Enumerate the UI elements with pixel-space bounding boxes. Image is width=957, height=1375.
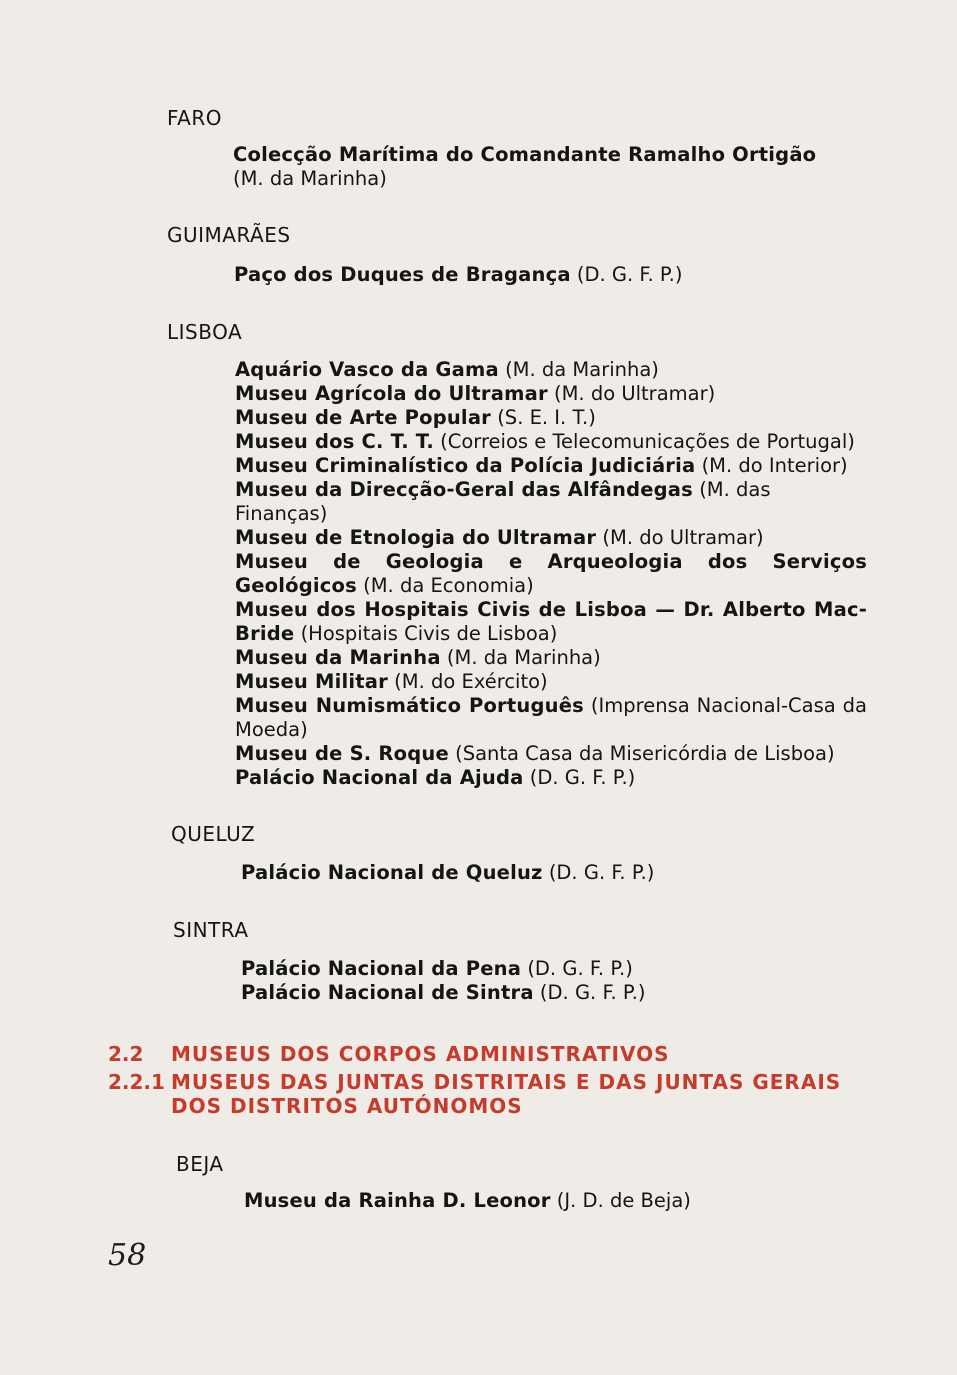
city-heading-guimaraes: GUIMARÃES xyxy=(167,223,291,247)
museum-entry xyxy=(235,358,867,382)
museum-name: Museu de Geologia e Arqueologia dos Serviços Geológicos xyxy=(235,550,867,597)
museum-authority: (M. da Marinha) xyxy=(233,167,387,190)
museum-entry xyxy=(235,670,867,694)
city-heading-sintra: SINTRA xyxy=(173,918,249,942)
guimaraes-entries xyxy=(234,263,866,287)
section-title: MUSEUS DOS CORPOS ADMINISTRATIVOS xyxy=(171,1042,670,1066)
museum-entry xyxy=(235,406,867,430)
museum-entry xyxy=(235,598,867,646)
museum-authority: (Hospitais Civis de Lisboa) xyxy=(300,622,558,645)
museum-entry xyxy=(244,1189,876,1213)
museum-name: Museu da Direcção-Geral das Alfândegas xyxy=(235,478,693,501)
museum-entry xyxy=(235,478,867,526)
beja-entries xyxy=(244,1189,876,1213)
museum-authority: (Santa Casa da Misericórdia de Lisboa) xyxy=(455,742,835,765)
museum-name: Aquário Vasco da Gama xyxy=(235,358,499,381)
museum-authority: (M. das Finanças) xyxy=(235,478,771,525)
museum-entry xyxy=(235,382,867,406)
museum-name: Palácio Nacional de Queluz xyxy=(241,861,543,884)
museum-entry xyxy=(234,263,866,287)
sintra-entries xyxy=(241,957,873,1005)
museum-authority: (D. G. F. P.) xyxy=(529,766,636,789)
museum-authority: (Imprensa Nacional-Casa da Moeda) xyxy=(235,694,867,741)
lisboa-entries xyxy=(235,358,867,790)
section-heading-2-2-1 xyxy=(108,1070,888,1120)
museum-authority: (Correios e Telecomunicações de Portugal) xyxy=(440,430,855,453)
section-number: 2.2 xyxy=(108,1042,144,1066)
museum-name: Museu da Marinha xyxy=(235,646,441,669)
museum-entry xyxy=(241,861,873,885)
museum-entry xyxy=(241,981,873,1005)
museum-entry xyxy=(233,143,865,191)
museum-entry xyxy=(235,742,867,766)
museum-authority: (D. G. F. P.) xyxy=(576,263,683,286)
museum-name: Palácio Nacional da Ajuda xyxy=(235,766,524,789)
museum-authority: (J. D. de Beja) xyxy=(556,1189,691,1212)
museum-entry xyxy=(235,766,867,790)
museum-authority: (M. do Ultramar) xyxy=(554,382,716,405)
museum-authority: (S. E. I. T.) xyxy=(497,406,596,429)
museum-entry xyxy=(235,526,867,550)
museum-name: Palácio Nacional da Pena xyxy=(241,957,522,980)
section-title: MUSEUS DAS JUNTAS DISTRITAIS E DAS JUNTAS GERAIS DOS DISTRITOS AUTÓNOMOS xyxy=(171,1070,842,1118)
museum-name: Museu dos Hospitais Civis de Lisboa — Dr. Alberto Mac-Bride xyxy=(235,598,867,645)
museum-entry xyxy=(241,957,873,981)
museum-name: Museu Militar xyxy=(235,670,388,693)
museum-name: Museu dos C. T. T. xyxy=(235,430,434,453)
museum-entry xyxy=(235,430,867,454)
museum-name: Museu Agrícola do Ultramar xyxy=(235,382,548,405)
queluz-entries xyxy=(241,861,873,885)
museum-name: Museu de Etnologia do Ultramar xyxy=(235,526,597,549)
museum-entry xyxy=(235,550,867,598)
museum-entry xyxy=(235,454,867,478)
museum-authority: (M. do Ultramar) xyxy=(602,526,764,549)
page-number: 58 xyxy=(108,1238,147,1273)
museum-authority: (M. do Interior) xyxy=(701,454,848,477)
museum-authority: (D. G. F. P.) xyxy=(548,861,655,884)
city-heading-beja: BEJA xyxy=(176,1152,224,1176)
city-heading-faro: FARO xyxy=(167,106,222,130)
museum-name: Museu Numismático Português xyxy=(235,694,584,717)
section-heading-2-2 xyxy=(108,1042,888,1066)
museum-name: Paço dos Duques de Bragança xyxy=(234,263,571,286)
museum-authority: (M. da Marinha) xyxy=(505,358,659,381)
faro-entries xyxy=(233,143,865,191)
museum-name: Museu da Rainha D. Leonor xyxy=(244,1189,551,1212)
museum-authority: (M. do Exército) xyxy=(394,670,548,693)
museum-authority: (M. da Marinha) xyxy=(446,646,601,669)
museum-entry xyxy=(235,646,867,670)
section-number: 2.2.1 xyxy=(108,1070,165,1094)
museum-name: Palácio Nacional de Sintra xyxy=(241,981,534,1004)
museum-authority: (D. G. F. P.) xyxy=(527,957,633,980)
museum-name: Museu de Arte Popular xyxy=(235,406,491,429)
museum-authority: (M. da Economia) xyxy=(363,574,534,597)
museum-authority: (D. G. F. P.) xyxy=(539,981,646,1004)
city-heading-lisboa: LISBOA xyxy=(167,320,243,344)
city-heading-queluz: QUELUZ xyxy=(171,822,256,846)
museum-name: Colecção Marítima do Comandante Ramalho Ortigão xyxy=(233,143,817,166)
museum-name: Museu de S. Roque xyxy=(235,742,449,765)
museum-name: Museu Criminalístico da Polícia Judiciária xyxy=(235,454,696,477)
museum-entry xyxy=(235,694,867,742)
